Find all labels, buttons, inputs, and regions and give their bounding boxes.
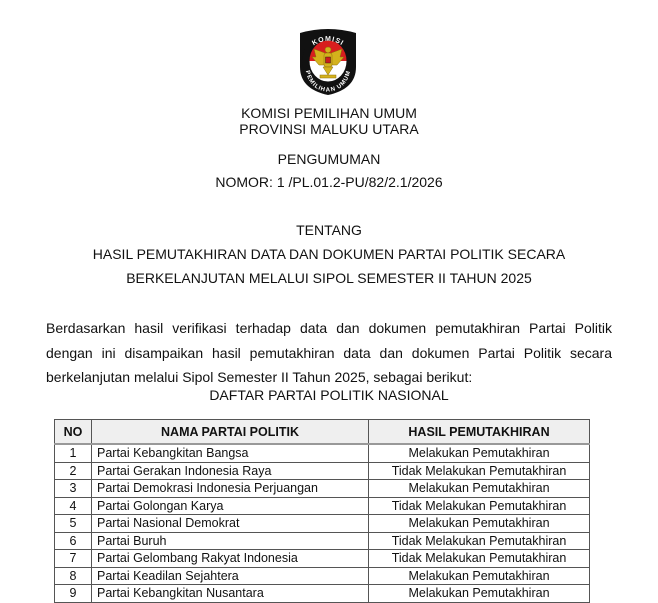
cell-hasil: Melakukan Pemutakhiran [369, 444, 590, 462]
cell-no: 2 [55, 462, 92, 480]
table-row [55, 532, 590, 550]
subject-line-2: BERKELANJUTAN MELALUI SIPOL SEMESTER II TAHUN 2025 [126, 270, 532, 286]
cell-no: 8 [55, 567, 92, 585]
cell-nama: Partai Nasional Demokrat [92, 515, 369, 533]
list-title: DAFTAR PARTAI POLITIK NASIONAL [209, 387, 449, 403]
cell-nama: Partai Kebangkitan Nusantara [92, 585, 369, 603]
cell-hasil: Tidak Melakukan Pemutakhiran [369, 550, 590, 568]
subject-line-1: HASIL PEMUTAKHIRAN DATA DAN DOKUMEN PARTAI POLITIK SECARA [92, 246, 566, 262]
cell-nama: Partai Demokrasi Indonesia Perjuangan [92, 480, 369, 498]
cell-no: 9 [55, 585, 92, 603]
table-row [55, 462, 590, 480]
paragraph-line: Berdasarkan hasil verifikasi terhadap data dan dokumen pemutakhiran Partai Politik [46, 320, 612, 336]
cell-nama: Partai Buruh [92, 532, 369, 550]
cell-nama: Partai Gerakan Indonesia Raya [92, 462, 369, 480]
cell-no: 5 [55, 515, 92, 533]
table-row [55, 497, 590, 515]
cell-nama: Partai Gelombang Rakyat Indonesia [92, 550, 369, 568]
table-row [55, 550, 590, 568]
document-type: PENGUMUMAN [277, 151, 381, 167]
cell-nama: Partai Kebangkitan Bangsa [92, 444, 369, 462]
table-row [55, 585, 590, 603]
paragraph-line: berkelanjutan melalui Sipol Semester II Tahun 2025, sebagai berikut: [46, 369, 473, 385]
svg-text:KOMISI: KOMISI [311, 35, 345, 48]
document-number: NOMOR: 1 /PL.01.2-PU/82/2.1/2026 [215, 174, 443, 190]
intro-paragraph [46, 316, 612, 390]
cell-hasil: Melakukan Pemutakhiran [369, 567, 590, 585]
cell-no: 4 [55, 497, 92, 515]
table-row [55, 480, 590, 498]
cell-hasil: Tidak Melakukan Pemutakhiran [369, 497, 590, 515]
cell-no: 3 [55, 480, 92, 498]
column-header-hasil: HASIL PEMUTAKHIRAN [369, 420, 590, 445]
table-row [55, 444, 590, 462]
cell-nama: Partai Golongan Karya [92, 497, 369, 515]
table-header-row [55, 420, 590, 445]
institution-province: PROVINSI MALUKU UTARA [239, 121, 419, 137]
party-table [54, 419, 590, 603]
kpu-garuda-emblem-icon [292, 27, 364, 97]
cell-hasil: Tidak Melakukan Pemutakhiran [369, 462, 590, 480]
cell-no: 1 [55, 444, 92, 462]
table-row [55, 515, 590, 533]
column-header-no: NO [55, 420, 92, 445]
about-label: TENTANG [296, 222, 362, 238]
kpu-logo [292, 27, 364, 97]
svg-text:PEMILIHAN UMUM: PEMILIHAN UMUM [303, 69, 353, 94]
paragraph-line: dengan ini disampaikan hasil pemutakhiran data dan dokumen Partai Politik secara [46, 344, 612, 361]
cell-no: 6 [55, 532, 92, 550]
cell-hasil: Melakukan Pemutakhiran [369, 480, 590, 498]
cell-hasil: Melakukan Pemutakhiran [369, 585, 590, 603]
cell-no: 7 [55, 550, 92, 568]
column-header-nama: NAMA PARTAI POLITIK [92, 420, 369, 445]
cell-hasil: Melakukan Pemutakhiran [369, 515, 590, 533]
cell-hasil: Tidak Melakukan Pemutakhiran [369, 532, 590, 550]
institution-name: KOMISI PEMILIHAN UMUM [241, 105, 417, 121]
table-row [55, 567, 590, 585]
cell-nama: Partai Keadilan Sejahtera [92, 567, 369, 585]
